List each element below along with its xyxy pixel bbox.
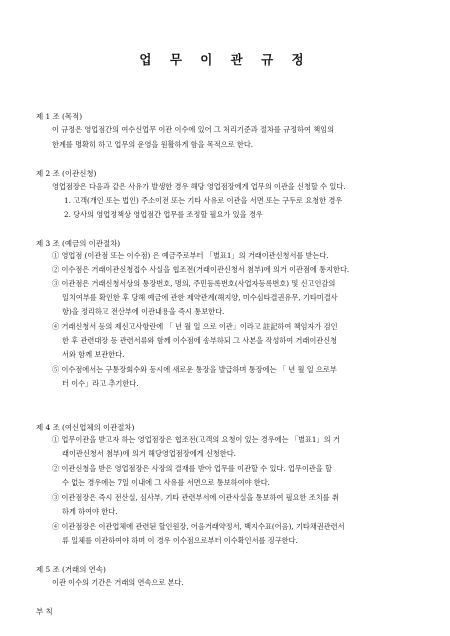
- document-title: 업 무 이 관 규 정: [139, 52, 311, 67]
- article-3-clause-4-cont-1: 한 후 관련대장 등 관련서류와 함께 이수점에 송부하되 그 사본을 작성하여 거래이관신청: [62, 336, 338, 345]
- article-4-clause-4-cont: 류 일체를 이관하여야 하며 이 경우 이수점으로부터 이수확인서를 징구한다.: [62, 536, 298, 545]
- article-5-heading: 제 5 조 (거래의 연속): [36, 565, 106, 574]
- article-3-clause-3: ③ 이관점은 거래신청서상의 통장번호, 명의, 주민등록번호(사업자등록번호) 및 신고인감의: [52, 279, 336, 288]
- article-2-line-1: 영업점장은 다음과 같은 사유가 발생한 경우 해당 영업점장에게 업무의 이관을 신청할 수 있다.: [52, 182, 346, 191]
- article-2-item-2: 2. 당사의 영업정책상 영업점간 업무를 조정할 필요가 있을 경우: [64, 210, 263, 219]
- article-4-clause-3: ③ 이관점장은 즉시 전산실, 심사부, 기타 관련부서에 이관사실을 통보하여 필요한 조치를 취: [52, 493, 339, 502]
- article-1-heading: 제 1 조 (목적): [36, 112, 83, 121]
- article-4-clause-3-cont: 하게 하여야 한다.: [62, 507, 118, 516]
- addendum-heading: 부 칙: [36, 607, 53, 616]
- article-3-heading: 제 3 조 (예금의 이관절차): [36, 239, 121, 248]
- article-3-clause-3-cont-1: 일치여부를 확인한 후 당해 예금에 관한 제약관계(해지양, 미수심타결권유무, 기타미결사: [62, 293, 338, 302]
- article-3-clause-5: ⑤ 이수점에서는 구통장회수와 동시에 새로운 통장을 발급하며 통장에는 「 년 월 일 으로부: [52, 365, 337, 374]
- article-4-heading: 제 4 조 (여신업체의 이관절차): [36, 423, 135, 432]
- article-3-clause-4-cont-2: 서와 함께 보관한다.: [62, 350, 125, 359]
- article-3-clause-2: ② 이수점은 거래이관신청접수 사실을 협조전(거래이관신청서 첨부)에 의거 이관점에 통지한다.: [52, 265, 350, 274]
- article-5-line-1: 이관 이수의 기간은 거래의 연속으로 본다.: [52, 578, 184, 587]
- article-4-clause-2: ② 이관신청을 받은 영업점장은 사장의 결재를 받아 업무를 이관할 수 있다. 업무이관을 할: [52, 464, 332, 473]
- article-3-clause-3-cont-2: 항)을 정리하고 전산부에 이관내용을 즉시 통보한다.: [62, 307, 225, 316]
- article-2-heading: 제 2 조 (이관신청): [36, 169, 97, 178]
- article-2-item-1: 1. 고객(개인 또는 법인) 주소이전 또는 기타 사유로 이관을 서면 또는 구두로 요청한 경우: [64, 196, 343, 205]
- article-3-clause-1: ① 영업점 (이관점 또는 이수점) 은 예금주로부터 「별표1」의 거래이관신청서를 받는다.: [52, 251, 329, 260]
- article-1-line-1: 이 규정은 영업점간의 여수신업무 이관 이수에 있어 그 처리기준과 절차를 규정하여 책임의: [52, 125, 335, 134]
- article-3-clause-5-cont: 터 이수」라고 추기한다.: [62, 379, 139, 388]
- article-1-line-2: 한계를 명확히 하고 업무의 운영을 원활하게 함을 목적으로 한다.: [52, 140, 254, 149]
- article-3-clause-4: ④ 거래신청서 등의 제신고사항란에 「 년 월 일 으로 이관」이라고 註記하여 책임자가 검인: [52, 322, 338, 331]
- article-4-clause-2-cont: 수 없는 경우에는 7일 이내에 그 사유를 서면으로 통보하여야 한다.: [62, 478, 270, 487]
- article-4-clause-1: ① 업무이관을 받고자 하는 영업점장은 협조전(고객의 요청이 있는 경우에는 「별표1」의 거: [52, 435, 340, 444]
- article-4-clause-4: ④ 이관점장은 이관업체에 관련된 할인원장, 어음거래약정서, 백지수표(어음), 기타채권관련서: [52, 522, 345, 531]
- article-4-clause-1-cont: 래이관신청서 첨부)에 의거 해당영업점장에게 신청한다.: [62, 449, 236, 458]
